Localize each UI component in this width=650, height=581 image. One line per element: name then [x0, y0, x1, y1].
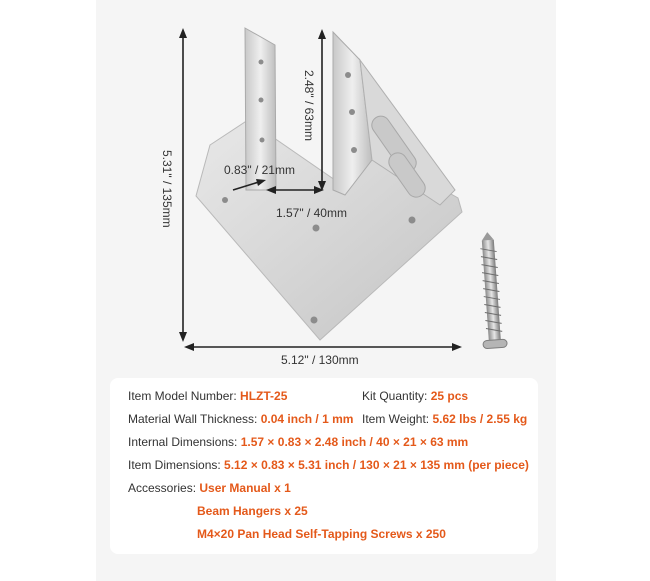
accessory-item: Beam Hangers x 25 [197, 504, 308, 518]
internal-dimensions-value: 1.57 × 0.83 × 2.48 inch / 40 × 21 × 63 mm [240, 435, 469, 449]
slot-height-dimension-label: 2.48" / 63mm [302, 70, 316, 141]
specs-panel [110, 378, 538, 554]
height-dimension-label: 5.31" / 135mm [160, 150, 174, 228]
model-row [128, 389, 287, 403]
thickness-label: Material Wall Thickness: [128, 412, 258, 426]
thickness-value: 0.04 inch / 1 mm [260, 412, 354, 426]
hole [313, 225, 320, 232]
hole [409, 217, 416, 224]
flange-width-dimension-label: 0.83" / 21mm [224, 163, 295, 177]
width-dimension-label: 5.12" / 130mm [281, 353, 359, 367]
weight-label: Item Weight: [362, 412, 430, 426]
slot-width-dimension-label: 1.57" / 40mm [276, 206, 347, 220]
hole [259, 60, 264, 65]
hole [259, 98, 264, 103]
kit-label: Kit Quantity: [362, 389, 428, 403]
screw [475, 231, 507, 348]
thickness-row [128, 412, 353, 426]
hole [351, 147, 357, 153]
model-label: Item Model Number: [128, 389, 237, 403]
accessory-item: User Manual x 1 [199, 481, 291, 495]
accessories-row [128, 481, 291, 495]
kit-row [362, 389, 468, 403]
item-dimensions-label: Item Dimensions: [128, 458, 221, 472]
accessory-row [197, 527, 446, 541]
hole [311, 317, 318, 324]
weight-value: 5.62 lbs / 2.55 kg [432, 412, 528, 426]
item-dimensions-row [128, 458, 529, 472]
kit-value: 25 pcs [430, 389, 469, 403]
hole [222, 197, 228, 203]
item-dimensions-value: 5.12 × 0.83 × 5.31 inch / 130 × 21 × 135 mm (per piece) [224, 458, 529, 472]
accessory-row [197, 504, 308, 518]
weight-row [362, 412, 527, 426]
accessories-label: Accessories: [128, 481, 197, 495]
accessory-item: M4×20 Pan Head Self-Tapping Screws x 250 [197, 527, 446, 541]
hole [349, 109, 355, 115]
model-value: HLZT-25 [240, 389, 288, 403]
internal-dimensions-label: Internal Dimensions: [128, 435, 238, 449]
hole [345, 72, 351, 78]
hole [260, 138, 265, 143]
internal-dimensions-row [128, 435, 468, 449]
